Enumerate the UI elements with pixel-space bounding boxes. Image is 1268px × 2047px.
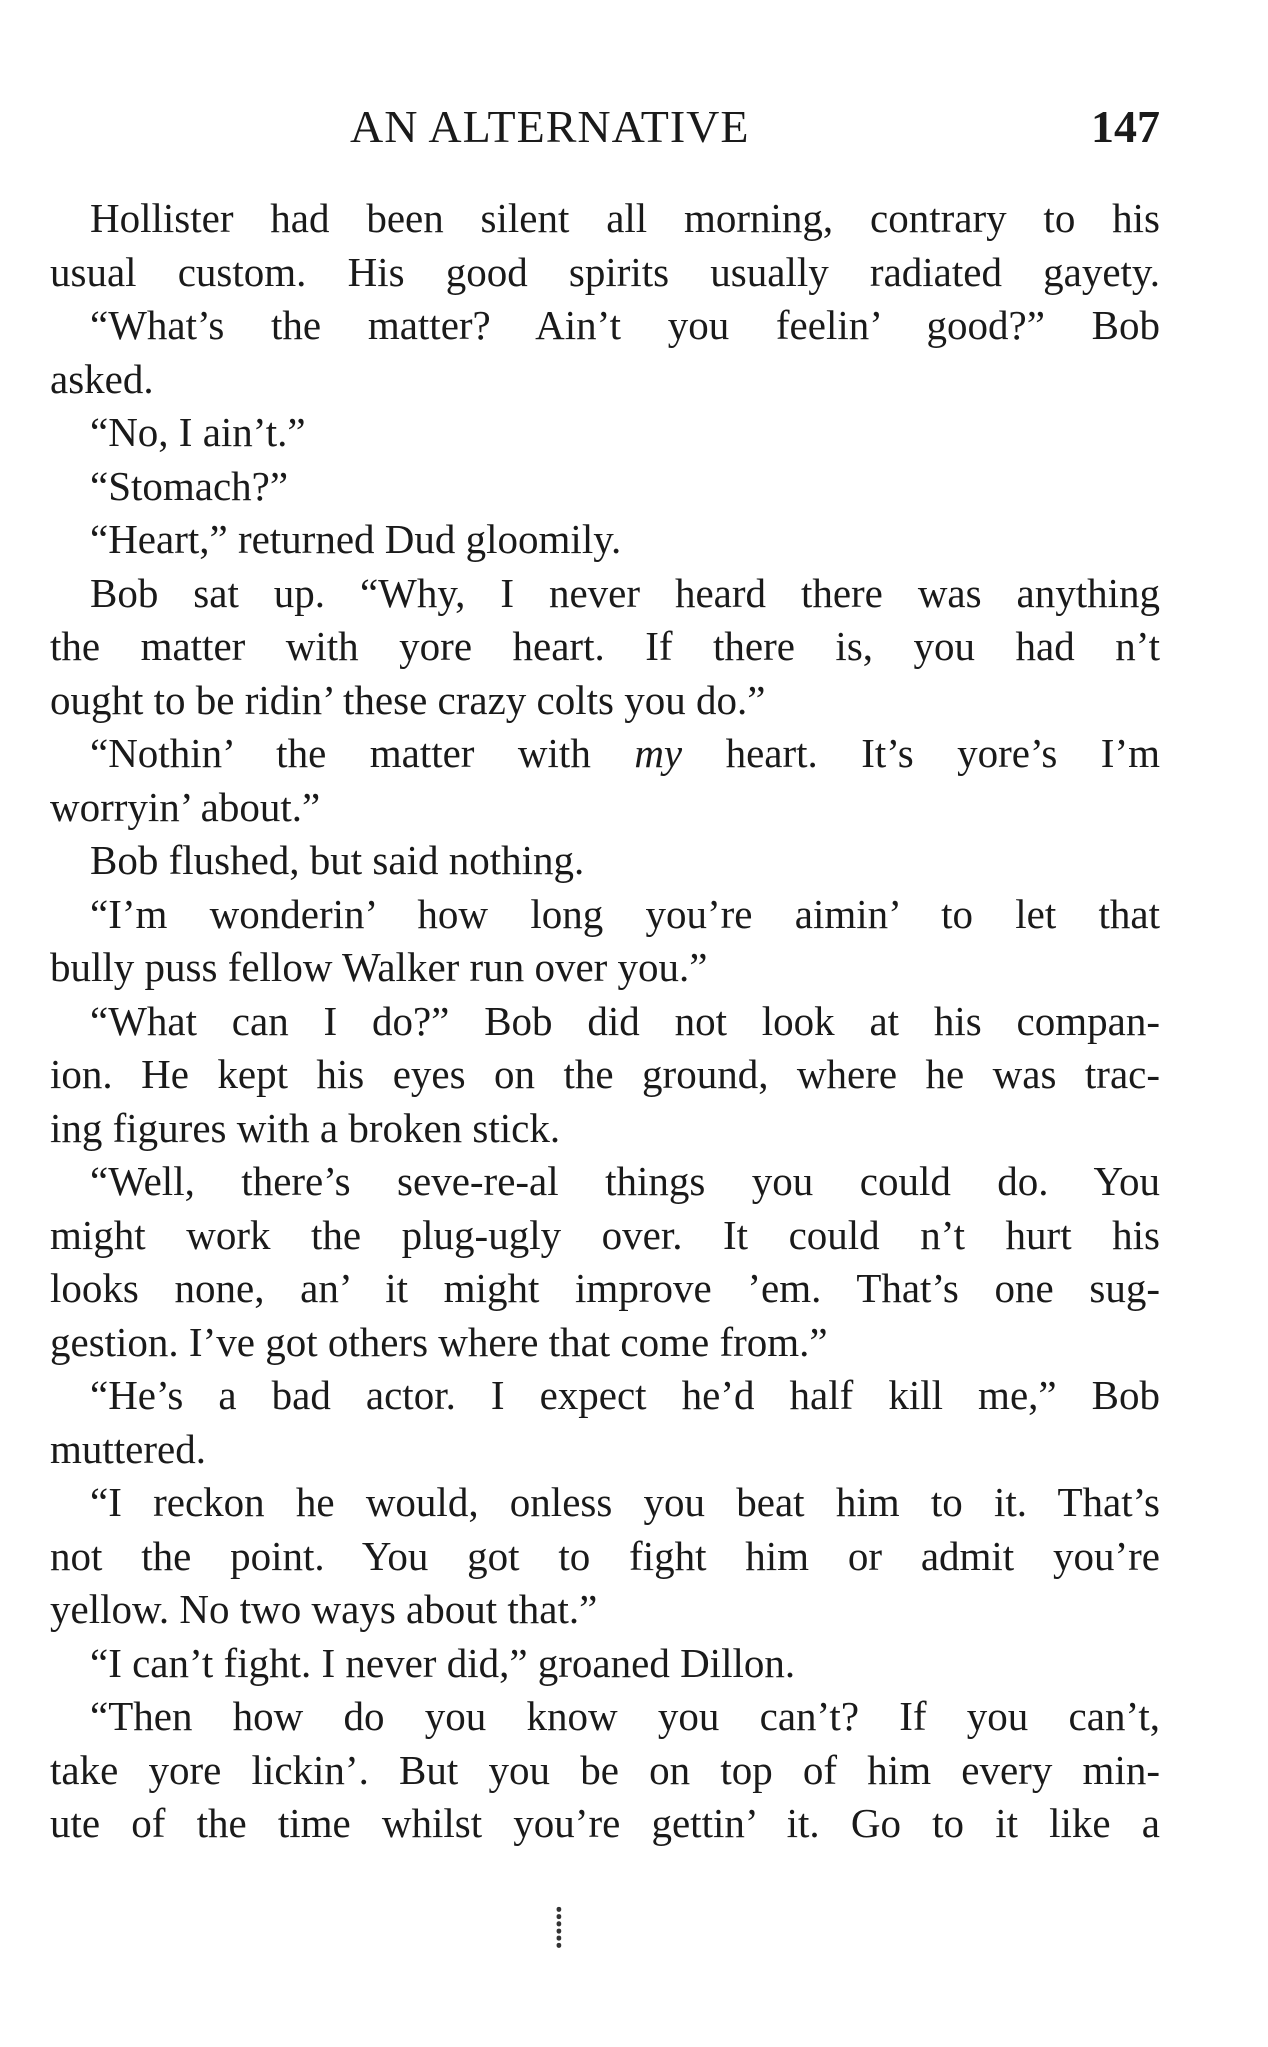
text-line: ing figures with a broken stick. [50,1104,561,1151]
text-line: looks none, an’ it might improve ’em. That’s one sug- [50,1265,1160,1311]
text-line: Bob sat up. “Why, I never heard there was anything [90,569,1160,616]
text-line: yellow. No two ways about that.” [50,1586,598,1632]
text-line: “What’s the matter? Ain’t you feelin’ good?” Bob [90,302,1160,348]
text-line: “Well, there’s seve-re-al things you could do. You [90,1158,1160,1204]
text-line: ute of the time whilst you’re gettin’ it. Go to it like a [50,1800,1160,1846]
text-line: bully puss fellow Walker run over you.” [50,944,708,990]
text-line: gestion. I’ve got others where that come from.” [50,1318,828,1365]
text-line: “Nothin’ the matter with my heart. It’s yore’s I’m [90,730,1160,776]
text-line: ought to be ridin’ these crazy colts you do.” [50,676,766,723]
body-text [50,192,1160,1851]
text-line: might work the plug-ugly over. It could n’t hurt his [50,1211,1160,1258]
text-line: take yore lickin’. But you be on top of him every min- [50,1746,1160,1793]
text-line: “What can I do?” Bob did not look at his compan- [90,997,1160,1044]
page-number: 147 [1091,101,1160,152]
ink-mark-icon: ⸽ [554,1907,564,1949]
text-line: usual custom. His good spirits usually radiated gayety. [50,248,1160,295]
text-line: “Then how do you know you can’t? If you can’t, [90,1693,1160,1739]
text-line: “I can’t fight. I never did,” groaned Dillon. [90,1639,796,1686]
text-line: the matter with yore heart. If there is, you had n’t [50,623,1160,669]
text-line: “I’m wonderin’ how long you’re aimin’ to let that [90,890,1160,937]
text-line: ion. He kept his eyes on the ground, where he was trac- [50,1051,1160,1097]
text-line: not the point. You got to fight him or admit you’re [50,1532,1160,1579]
running-head [50,100,1160,160]
text-line: “Stomach?” [90,462,289,509]
text-line: “He’s a bad actor. I expect he’d half kill me,” Bob [90,1372,1160,1418]
text-line: Bob flushed, but said nothing. [90,837,585,883]
text-line: “Heart,” returned Dud gloomily. [90,516,622,562]
text-line: Hollister had been silent all morning, contrary to his [90,195,1160,241]
emphasis: my [634,730,683,776]
text-line: muttered. [50,1425,206,1472]
text-line: “I reckon he would, onless you beat him to it. That’s [90,1479,1160,1525]
text-line: “No, I ain’t.” [90,409,306,455]
text-line: asked. [50,355,154,402]
text-line: worryin’ about.” [50,783,321,830]
running-title: AN ALTERNATIVE [350,101,750,152]
